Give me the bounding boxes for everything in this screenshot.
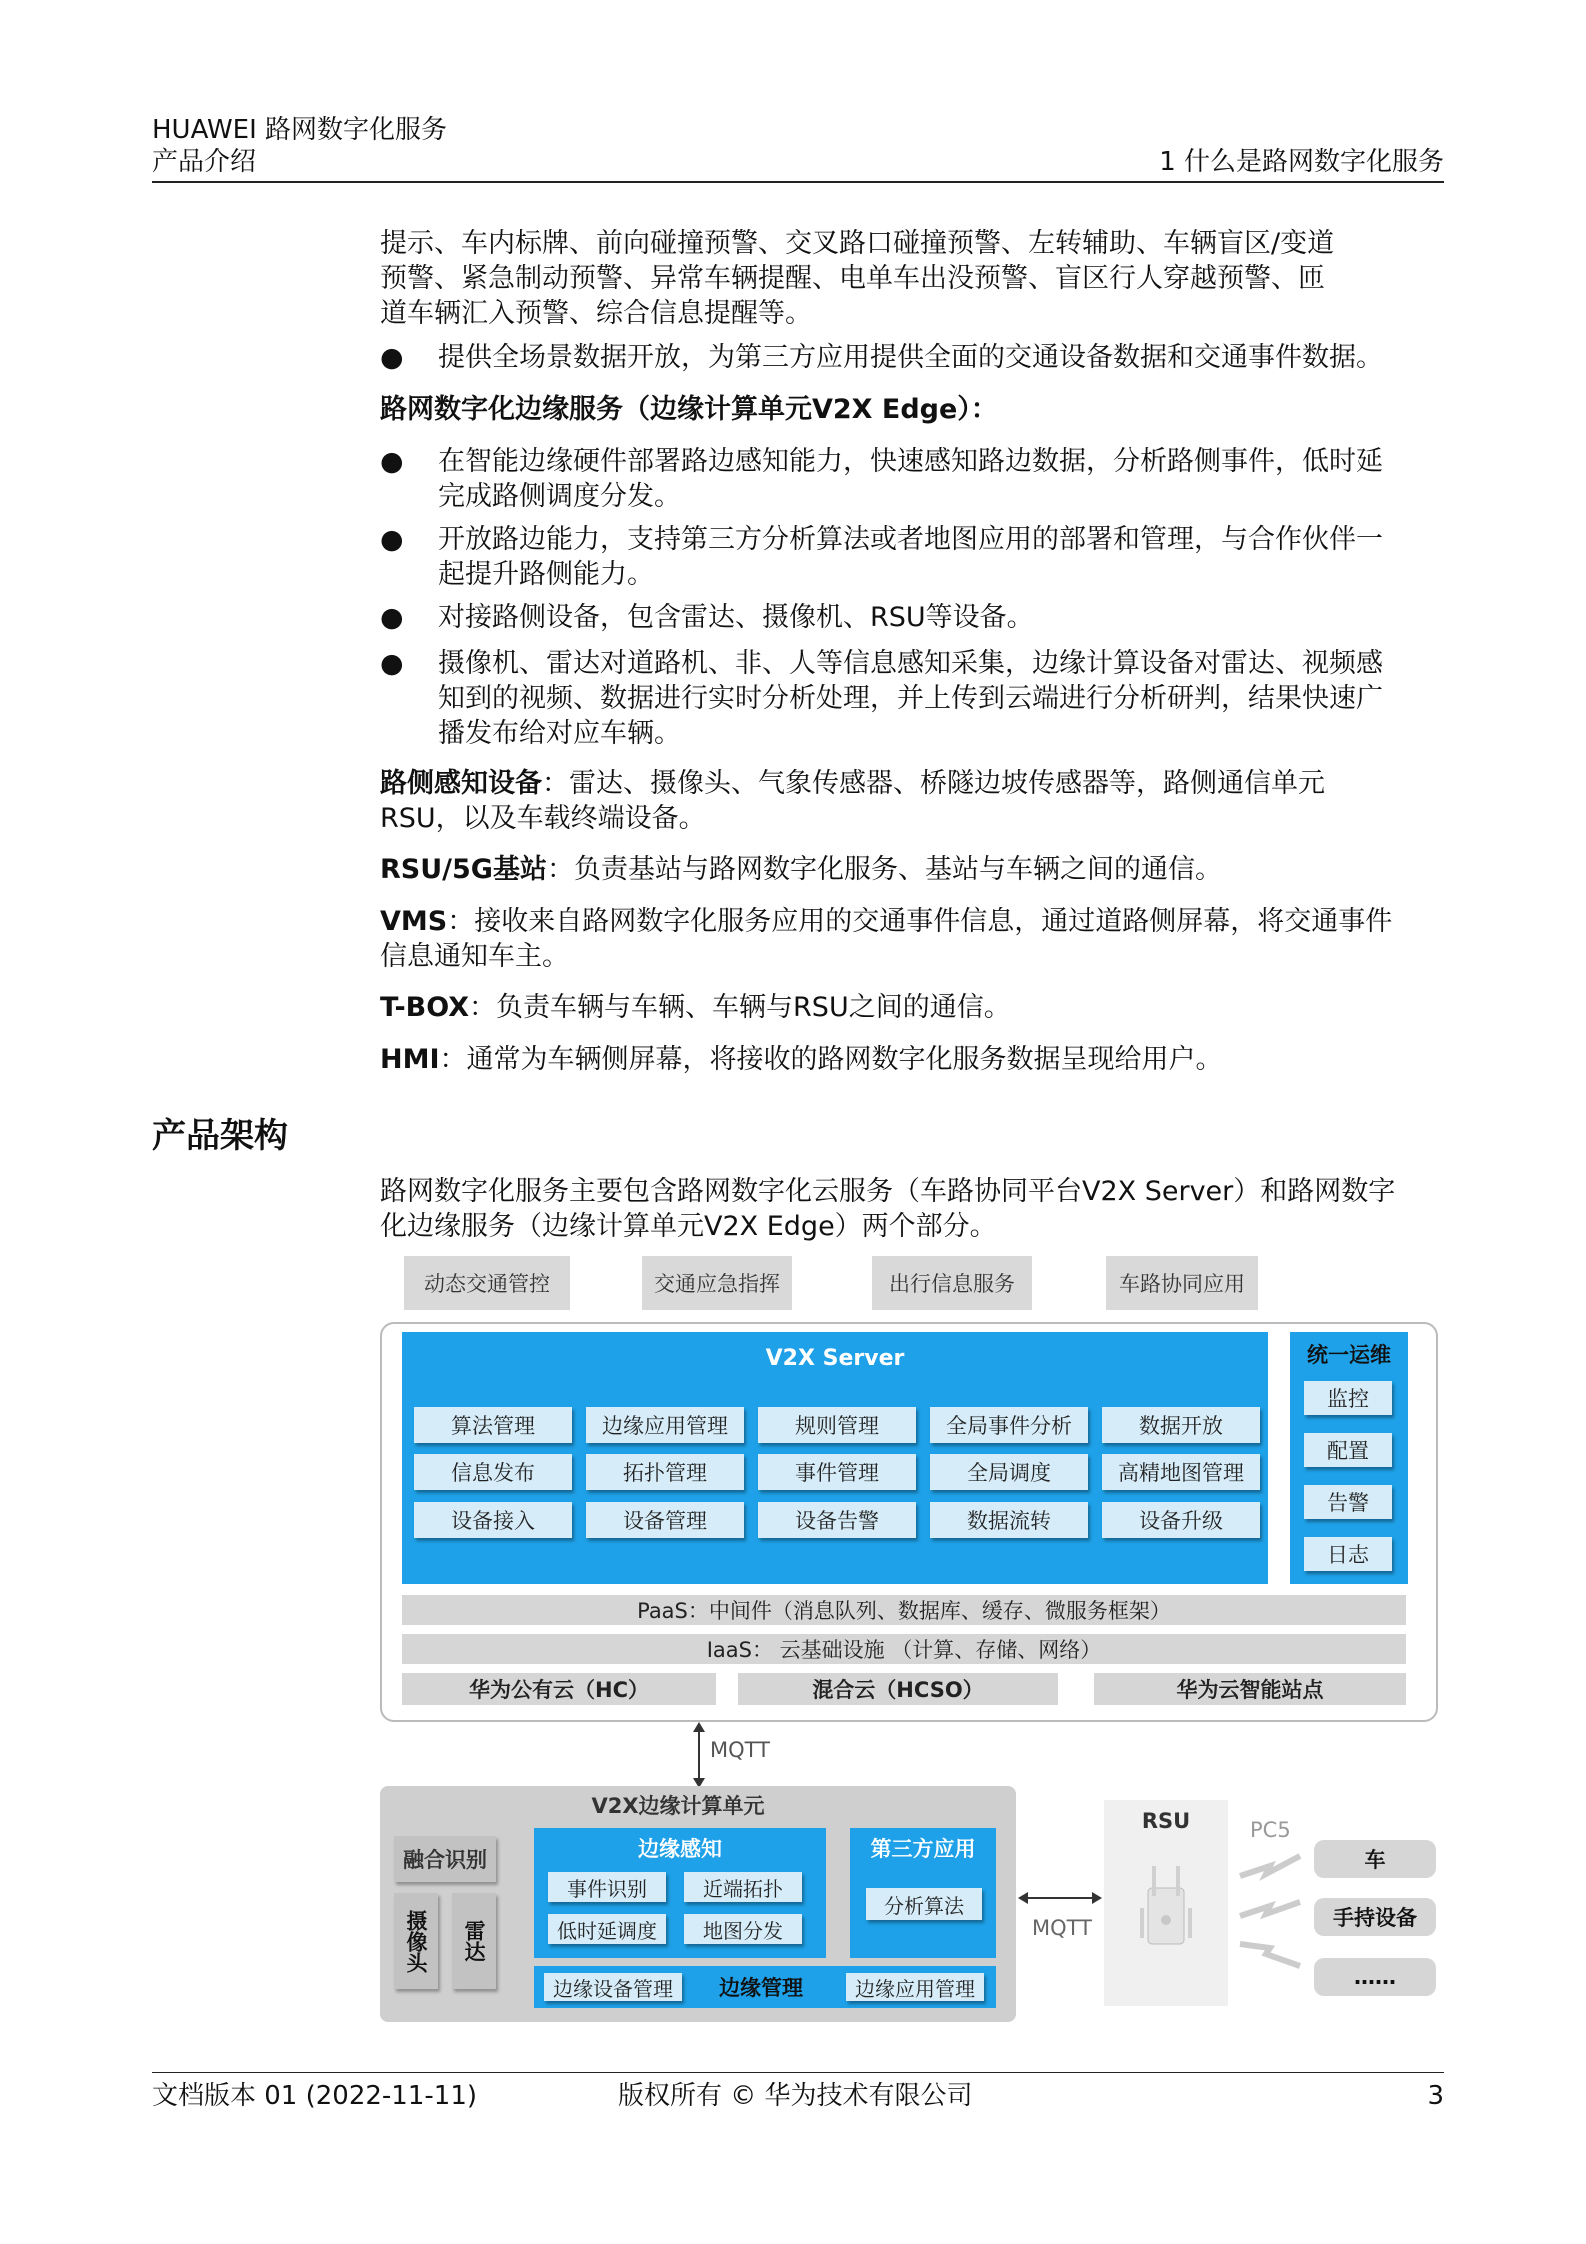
definition-vms [380,904,1440,974]
cloud-option: 华为公有云（HC） [402,1673,716,1705]
definition-term: VMS [380,906,448,937]
text-line: 完成路侧调度分发。 [438,481,681,512]
bullet-item [380,646,1440,751]
edge-unit-title: V2X边缘计算单元 [591,1794,765,1818]
header-rule [152,181,1444,183]
server-module: 数据流转 [930,1502,1088,1538]
camera-sensor: 摄像头 [394,1893,438,1989]
text-line: 预警、紧急制动预警、异常车辆提醒、电单车出没预警、盲区行人穿越预警、匝 [380,263,1325,294]
text-line: 知到的视频、数据进行实时分析处理，并上传到云端进行分析研判，结果快速广 [438,683,1383,714]
text-line: ：雷达、摄像头、气象传感器、桥隧边坡传感器等，路侧通信单元 [542,768,1325,799]
edge-sensing-item: 低时延调度 [548,1914,666,1944]
definition-rsu [380,852,1440,887]
footer-copyright: 版权所有 © 华为技术有限公司 [618,2081,973,2111]
definition-term: HMI [380,1044,440,1075]
cloud-option: 混合云（HCSO） [738,1673,1058,1705]
server-module: 事件管理 [758,1454,916,1490]
bullet-dot: ● [380,648,404,679]
server-module: 规则管理 [758,1407,916,1443]
terminal-vehicle: 车 [1314,1840,1436,1878]
header-doc-title: HUAWEI 路网数字化服务 [152,115,448,145]
text-line: 道车辆汇入预警、综合信息提醒等。 [380,298,812,329]
bullet-dot: ● [380,342,404,373]
edge-sensing-item: 近端拓扑 [684,1872,802,1902]
text-line: ：负责基站与路网数字化服务、基站与车辆之间的通信。 [546,854,1222,885]
bullet-item [380,340,1440,375]
mqtt-horizontal-label: MQTT [1032,1916,1092,1940]
server-module: 设备接入 [414,1502,572,1538]
v2x-server-title: V2X Server [765,1345,905,1371]
third-party-title: 第三方应用 [870,1837,976,1861]
text-line: 开放路边能力，支持第三方分析算法或者地图应用的部署和管理，与合作伙伴一 [438,524,1383,555]
text-line: 起提升路侧能力。 [438,559,654,590]
text-line: 提示、车内标牌、前向碰撞预警、交叉路口碰撞预警、左转辅助、车辆盲区/变道 [380,228,1335,259]
definition-hmi [380,1042,1440,1077]
ops-item: 监控 [1304,1381,1392,1415]
bullet-dot: ● [380,524,404,555]
section-heading: 产品架构 [152,1116,288,1156]
definition-tbox [380,990,1440,1025]
text-line: 化边缘服务（边缘计算单元V2X Edge）两个部分。 [380,1211,997,1242]
server-module: 设备管理 [586,1502,744,1538]
text-line: 播发布给对应车辆。 [438,718,681,749]
text-line: 路网数字化服务主要包含路网数字化云服务（车路协同平台V2X Server）和路网数字 [380,1176,1396,1207]
ops-title: 统一运维 [1307,1343,1391,1367]
iaas-layer: IaaS： 云基础设施 （计算、存储、网络） [402,1634,1406,1664]
footer-version: 文档版本 01 (2022-11-11) [152,2081,478,2111]
definition-term: 路侧感知设备 [380,768,542,799]
text-line: ：接收来自路网数字化服务应用的交通事件信息，通过道路侧屏幕，将交通事件 [447,906,1393,937]
radar-sensor: 雷达 [452,1893,496,1989]
server-module: 高精地图管理 [1102,1454,1260,1490]
server-module: 算法管理 [414,1407,572,1443]
server-module: 边缘应用管理 [586,1407,744,1443]
server-module: 信息发布 [414,1454,572,1490]
fusion-recognition: 融合识别 [394,1836,496,1882]
server-module: 设备升级 [1102,1502,1260,1538]
rsu-device-icon [1136,1858,1196,1968]
server-module: 设备告警 [758,1502,916,1538]
header-section-left: 产品介绍 [152,147,257,177]
app-tag: 车路协同应用 [1106,1256,1258,1310]
app-tag: 出行信息服务 [872,1256,1032,1310]
wireless-signal-icon [1236,1842,1308,1972]
mqtt-vertical-label: MQTT [710,1738,770,1762]
app-tag: 交通应急指挥 [642,1256,792,1310]
mqtt-horizontal-arrow [1018,1888,1102,1908]
edge-sensing-item: 事件识别 [548,1872,666,1902]
server-module: 全局调度 [930,1454,1088,1490]
pc5-label: PC5 [1250,1818,1291,1842]
edge-mgmt-label: 边缘管理 [719,1976,803,2000]
ops-item: 告警 [1304,1485,1392,1519]
app-tag: 动态交通管控 [404,1256,570,1310]
continuation-text [380,226,1440,331]
text-line: 提供全场景数据开放，为第三方应用提供全面的交通设备数据和交通事件数据。 [438,342,1383,373]
edge-app-mgmt: 边缘应用管理 [846,1973,984,2001]
ops-item: 配置 [1304,1433,1392,1467]
text-line: ：负责车辆与车辆、车辆与RSU之间的通信。 [469,992,1011,1023]
definition-term: T-BOX [380,992,470,1023]
edge-sensing-title: 边缘感知 [638,1837,722,1861]
third-party-item: 分析算法 [866,1888,982,1920]
bullet-item [380,444,1440,514]
bullet-dot: ● [380,602,404,633]
edge-sensing-item: 地图分发 [684,1914,802,1944]
terminal-handheld: 手持设备 [1314,1898,1436,1936]
terminal-more: …… [1314,1958,1436,1996]
footer-page-number: 3 [1427,2081,1444,2111]
ops-item: 日志 [1304,1537,1392,1571]
arch-intro [380,1174,1440,1244]
server-module: 数据开放 [1102,1407,1260,1443]
text-line: 信息通知车主。 [380,941,569,972]
edge-device-mgmt: 边缘设备管理 [544,1973,682,2001]
footer-rule [152,2072,1444,2073]
rsu-label: RSU [1141,1809,1191,1833]
bullet-dot: ● [380,446,404,477]
bullet-item [380,522,1440,592]
paas-layer: PaaS：中间件（消息队列、数据库、缓存、微服务框架） [402,1595,1406,1625]
server-module: 全局事件分析 [930,1407,1088,1443]
definition-roadside-sensing [380,766,1440,836]
text-line: RSU，以及车载终端设备。 [380,803,706,834]
text-line: 摄像机、雷达对道路机、非、人等信息感知采集，边缘计算设备对雷达、视频感 [438,648,1383,679]
bullet-item [380,600,1440,635]
header-section-right: 1 什么是路网数字化服务 [1159,147,1444,177]
edge-heading: 路网数字化边缘服务（边缘计算单元V2X Edge）： [380,394,998,425]
text-line: 在智能边缘硬件部署路边感知能力，快速感知路边数据，分析路侧事件，低时延 [438,446,1383,477]
server-module: 拓扑管理 [586,1454,744,1490]
definition-term: RSU/5G基站 [380,854,547,885]
text-line: 对接路侧设备，包含雷达、摄像机、RSU等设备。 [438,602,1034,633]
cloud-option: 华为云智能站点 [1094,1673,1406,1705]
text-line: ：通常为车辆侧屏幕，将接收的路网数字化服务数据呈现给用户。 [439,1044,1223,1075]
